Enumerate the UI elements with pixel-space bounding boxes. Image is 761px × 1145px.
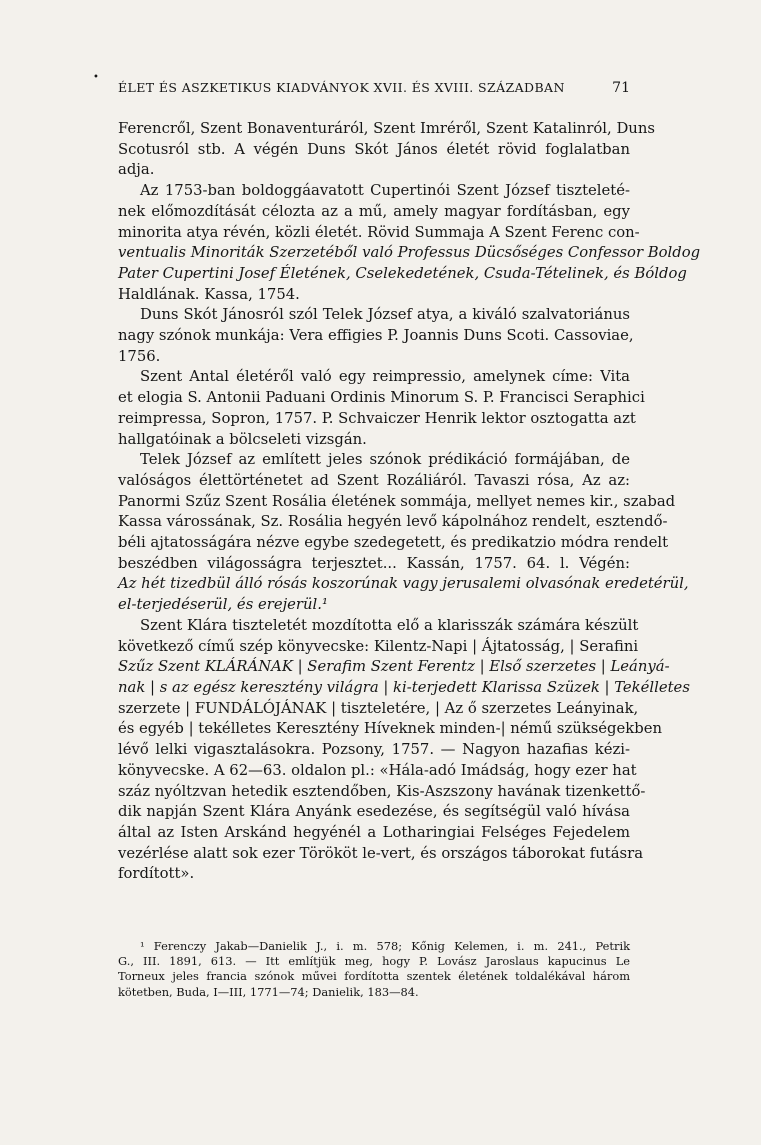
text-line: Szent Klára tiszteletét mozdította elő a klarisszák számára készült <box>140 616 639 634</box>
text-line: vezérlése alatt sok ezer Törököt le-vert, és országos táborokat futásra <box>118 844 644 862</box>
text-line: nak | s az egész keresztény világra | ki-terjedett Klarissa Szüzek | Tekélletes <box>118 678 690 696</box>
text-line: és egyéb | tekélletes Keresztény Híveknek minden-| némű szükségekben <box>118 720 662 738</box>
text-line: Haldlának. Kassa, 1754. <box>118 285 300 303</box>
text-line: Pater Cupertini Josef Életének, Cselekedetének, Csuda-Tételinek, és Bóldog <box>118 264 687 282</box>
footnote-line: kötetben, Buda, I—III, 1771—74; Danielik, 183—84. <box>118 984 419 999</box>
text-line: nek előmozdítását célozta az a mű, amely magyar fordításban, egy <box>118 202 630 220</box>
margin-bullet: • <box>93 72 99 83</box>
text-line: könyvecske. A 62—63. oldalon pl.: «Hála-adó Imádság, hogy ezer hat <box>118 761 637 779</box>
footnote-line: G., III. 1891, 613. — Itt említjük meg, hogy P. Lovász Jaroslaus kapucinus Le <box>118 954 630 969</box>
text-line: Szent Antal életéről való egy reimpressio, amelynek címe: Vita <box>140 368 630 386</box>
text-line: 1756. <box>118 347 161 365</box>
text-line: minorita atya révén, közli életét. Rövid Summaja A Szent Ferenc con- <box>118 223 640 241</box>
running-header <box>118 80 630 96</box>
main-text <box>118 119 701 885</box>
running-title: ÉLET ÉS ASZKETIKUS KIADVÁNYOK XVII. ÉS XVIII. SZÁZADBAN <box>118 80 565 95</box>
text-line: Kassa várossának, Sz. Rosália hegyén levő kápolnához rendelt, esztendő- <box>118 513 668 531</box>
text-line: nagy szónok munkája: Vera effigies P. Joannis Duns Scoti. Cassoviae, <box>118 327 634 345</box>
footnote-line: ¹ Ferenczy Jakab—Danielik J., i. m. 578; Kőnig Kelemen, i. m. 241., Petrik <box>140 939 630 953</box>
text-line: et elogia S. Antonii Paduani Ordinis Minorum S. P. Francisci Seraphici <box>118 389 645 407</box>
page-number: 71 <box>612 80 630 96</box>
text-line: száz nyóltzvan hetedik esztendőben, Kis-Aszszony havának tizenkettő- <box>118 782 646 800</box>
text-line: hallgatóinak a bölcseleti vizsgán. <box>118 430 367 448</box>
footnotes <box>118 939 630 1000</box>
text-line: szerzete | FUNDÁLÓJÁNAK | tiszteletére, | Az ő szerzetes Leányinak, <box>118 699 639 717</box>
text-line: Az hét tizedbül álló rósás koszorúnak vagy jerusalemi olvasónak eredetérül, <box>118 575 689 593</box>
text-line: beszédben világosságra terjesztet... Kassán, 1757. 64. l. Végén: <box>118 554 630 572</box>
text-line: lévő lelki vigasztalásokra. Pozsony, 1757. — Nagyon hazafias kézi- <box>118 741 630 759</box>
text-line: Az 1753-ban boldoggáavatott Cupertinói Szent József tiszteleté- <box>140 182 630 200</box>
text-line: Telek József az említett jeles szónok prédikáció formájában, de <box>140 451 630 469</box>
text-line: dik napján Szent Klára Anyánk esedezése, és segítségül való hívása <box>118 803 630 821</box>
text-line: adja. <box>118 161 155 179</box>
text-line: által az Isten Arskánd hegyénél a Lotharingiai Felséges Fejedelem <box>118 823 630 841</box>
text-line: ventualis Minoriták Szerzetéből való Professus Dücsőséges Confessor Boldog <box>118 244 701 262</box>
text-line: Duns Skót Jánosról szól Telek József atya, a kiváló szalvatoriánus <box>140 306 630 324</box>
text-line: Panormi Szűz Szent Rosália életének sommája, mellyet nemes kir., szabad <box>118 492 676 510</box>
text-line: Ferencről, Szent Bonaventuráról, Szent Imréről, Szent Katalinról, Duns <box>118 120 655 137</box>
text-line: béli ajtatosságára nézve egybe szedegetett, és predikatzio módra rendelt <box>118 534 669 552</box>
text-line: Szűz Szent KLÁRÁNAK | Serafim Szent Ferentz | Első szerzetes | Leányá- <box>118 658 670 676</box>
text-line: fordított». <box>118 865 195 883</box>
text-line: reimpressa, Sopron, 1757. P. Schvaiczer Henrik lektor osztogatta azt <box>118 409 636 427</box>
text-line: Scotusról stb. A végén Duns Skót János életét rövid foglalatban <box>118 140 630 158</box>
footnote-line: Torneux jeles francia szónok művei fordította szentek életének toldalékával három <box>118 969 630 984</box>
text-line: valóságos élettörténetet ad Szent Rozáliáról. Tavaszi rósa, Az az: <box>118 471 630 489</box>
text-line: következő című szép könyvecske: Kilentz-Napi | Ájtatosság, | Serafini <box>118 637 639 655</box>
text-line: el-terjedéserül, és erejerül.¹ <box>118 596 328 614</box>
